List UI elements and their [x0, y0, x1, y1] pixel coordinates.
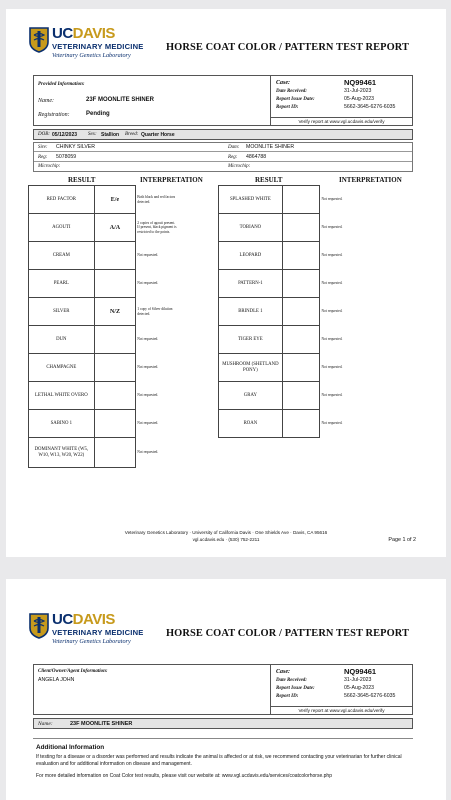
ucdavis-shield-logo: [29, 27, 49, 53]
report-issue-label: Report Issue Date:: [276, 97, 315, 102]
test-interpretation: Not requested.: [137, 393, 159, 398]
test-result: [282, 298, 320, 326]
test-name: CREAM: [29, 242, 95, 270]
parentage-row-3: [34, 162, 412, 171]
footer-address: Veterinary Genetics Laboratory · University of California Davis · One Shields Ave · Davis, CA 95616: [124, 530, 328, 535]
sex-value: Stallion: [101, 132, 120, 138]
test-row: [29, 242, 179, 270]
sire-reg-value: 5078059: [56, 154, 77, 160]
test-interpretation: 2 copies of agouti present. If present, black pigment is restricted to the points.: [137, 220, 177, 234]
parentage-band: [33, 142, 413, 172]
provided-info-left: [34, 76, 271, 125]
additional-info-title: Additional Information: [36, 744, 105, 751]
test-name: AGOUTI: [29, 214, 95, 242]
provided-info-box: [33, 75, 413, 126]
test-row: [29, 410, 179, 438]
breed-label: Breed:: [125, 132, 139, 137]
page-number: Page 1 of 2: [388, 537, 416, 543]
test-interpretation: Not requested.: [321, 309, 343, 314]
report-id-value: 5662-3645-6276-6035: [344, 104, 396, 110]
additional-info-p1: If testing for a disease or a disorder was performed and results indicate the animal is affected or at risk, we recommend contacting your veterinarian for further clinical evaluation and for additional information on disease and management.: [36, 754, 402, 767]
test-interpretation: Not requested.: [321, 225, 343, 230]
test-result: N/Z: [94, 298, 136, 326]
test-name: SABINO 1: [29, 410, 95, 438]
test-row: [29, 382, 179, 410]
breed-value: Quarter Horse: [141, 132, 175, 138]
test-name: SPLASHED WHITE: [219, 186, 283, 214]
registration-label: Registration:: [38, 112, 70, 118]
logo-wordmark: UCDAVIS: [52, 611, 115, 628]
test-interpretation: Not requested.: [137, 450, 159, 455]
test-name: PEARL: [29, 270, 95, 298]
test-interpretation: Not requested.: [137, 253, 159, 258]
test-result: [282, 270, 320, 298]
date-received-value: 31-Jul-2023: [344, 677, 372, 683]
test-interpretation: Both black and red factors detected.: [137, 194, 176, 204]
test-row: [219, 382, 408, 410]
test-interpretation: Not requested.: [321, 365, 343, 370]
test-interpretation: Not requested.: [321, 421, 343, 426]
dam-value: MOONLITE SHINER: [246, 144, 295, 150]
test-row: [219, 214, 408, 242]
dob-bar: [33, 129, 413, 140]
client-value: ANGELA JOHN: [38, 677, 75, 683]
logo-wordmark: UCDAVIS: [52, 25, 115, 42]
test-name: RED FACTOR: [29, 186, 95, 214]
test-row: [29, 186, 179, 214]
dam-reg-label: Reg:: [228, 155, 238, 160]
dob-label: DOB:: [38, 132, 50, 137]
test-name: GRAY: [219, 382, 283, 410]
test-row: [219, 186, 408, 214]
test-interpretation: Not requested.: [321, 197, 343, 202]
test-name: CHAMPAGNE: [29, 354, 95, 382]
test-result: A/A: [94, 214, 136, 242]
divider: [33, 738, 413, 739]
ucdavis-logo-p2: [29, 613, 159, 653]
test-name: LETHAL WHITE OVERO: [29, 382, 95, 410]
date-received-value: 31-Jul-2023: [344, 88, 372, 94]
test-result: [282, 354, 320, 382]
sex-label: Sex:: [88, 132, 97, 137]
client-label: Client/Owner/Agent Information:: [38, 669, 108, 674]
test-result: [94, 438, 136, 468]
test-interpretation: Not requested.: [137, 281, 159, 286]
left-result-header: RESULT: [68, 176, 96, 184]
verify-link[interactable]: Verify report at www.vgl.ucdavis.edu/verify: [271, 706, 412, 714]
right-interp-header: INTERPRETATION: [339, 176, 402, 184]
provided-info-label: Provided Information:: [38, 82, 85, 87]
ucdavis-logo: [29, 27, 159, 67]
test-interpretation: Not requested.: [321, 337, 343, 342]
test-name: DUN: [29, 326, 95, 354]
name-label: Name:: [38, 721, 53, 727]
test-name: BRINDLE 1: [219, 298, 283, 326]
registration-value: Pending: [86, 111, 110, 117]
test-result: [282, 410, 320, 438]
case-label: Case:: [276, 80, 290, 86]
test-interpretation: Not requested.: [321, 253, 343, 258]
test-name: MUSHROOM (SHETLAND PONY): [219, 354, 283, 382]
date-received-label: Date Received:: [276, 678, 307, 683]
test-row: [219, 410, 408, 438]
case-number: NQ99461: [344, 667, 377, 676]
test-result: [94, 270, 136, 298]
test-result: [282, 186, 320, 214]
case-number: NQ99461: [344, 78, 377, 87]
test-row: [219, 354, 408, 382]
test-row: [29, 214, 179, 242]
right-results-table: [218, 185, 408, 438]
report-id-label: Report ID:: [276, 694, 299, 699]
dam-label: Dam:: [228, 145, 240, 150]
report-page-1: [6, 9, 446, 557]
test-result: [94, 354, 136, 382]
report-issue-value: 05-Aug-2023: [344, 685, 374, 691]
date-received-label: Date Received:: [276, 89, 307, 94]
footer-contact: vgl.ucdavis.edu · (530) 752-2211: [192, 537, 260, 542]
ucdavis-shield-logo: [29, 613, 49, 639]
test-name: ROAN: [219, 410, 283, 438]
report-issue-value: 05-Aug-2023: [344, 96, 374, 102]
parentage-row-2: [34, 153, 412, 162]
right-result-header: RESULT: [255, 176, 283, 184]
dam-reg-value: 4864788: [246, 154, 267, 160]
test-name: LEOPARD: [219, 242, 283, 270]
test-name: DOMINANT WHITE (W5, W10, W13, W20, W22): [29, 438, 95, 468]
test-name: PATTERN-1: [219, 270, 283, 298]
sire-value: CHINKY SILVER: [56, 144, 96, 150]
logo-lab: Veterinary Genetics Laboratory: [52, 52, 131, 59]
test-row: [29, 354, 179, 382]
test-row: [219, 270, 408, 298]
test-row: [219, 326, 408, 354]
test-row: [219, 242, 408, 270]
horse-name: 23F MOONLITE SHINER: [70, 721, 133, 727]
test-result: [282, 214, 320, 242]
client-info-left: [34, 665, 271, 714]
test-interpretation: Not requested.: [321, 393, 343, 398]
name-bar: [33, 718, 413, 729]
test-row: [29, 438, 179, 468]
test-row: [29, 270, 179, 298]
test-name: SILVER: [29, 298, 95, 326]
test-result: [94, 242, 136, 270]
additional-info-p2: For more detailed information on Coat Color test results, please visit our website at: www.vgl.ucdavis.edu/services/coatcolorhorse.php: [36, 773, 332, 779]
test-interpretation: Not requested.: [137, 421, 159, 426]
client-info-box: [33, 664, 413, 715]
report-id-label: Report ID:: [276, 105, 299, 110]
test-row: [219, 298, 408, 326]
page1-footer: [6, 529, 446, 543]
report-title: HORSE COAT COLOR / PATTERN TEST REPORT: [166, 42, 410, 53]
case-label: Case:: [276, 669, 290, 675]
left-results-table: [28, 185, 179, 468]
test-result: [94, 382, 136, 410]
dob-value: 05/12/2023: [52, 132, 78, 138]
horse-name: 23F MOONLITE SHINER: [86, 97, 155, 103]
report-id-value: 5662-3645-6276-6035: [344, 693, 396, 699]
name-label: Name:: [38, 98, 54, 104]
parentage-row-1: [34, 143, 412, 152]
logo-vetmed: VETERINARY MEDICINE: [52, 42, 144, 51]
report-issue-label: Report Issue Date:: [276, 686, 315, 691]
test-interpretation: 1 copy of Silver dilution detected.: [137, 306, 173, 316]
test-result: [94, 410, 136, 438]
test-name: TIGER EYE: [219, 326, 283, 354]
test-result: [282, 382, 320, 410]
test-interpretation: Not requested.: [321, 281, 343, 286]
test-interpretation: Not requested.: [137, 365, 159, 370]
logo-vetmed: VETERINARY MEDICINE: [52, 628, 144, 637]
sire-microchip-label: Microchip:: [38, 164, 61, 169]
test-result: E/e: [94, 186, 136, 214]
logo-lab: Veterinary Genetics Laboratory: [52, 638, 131, 645]
test-result: [282, 326, 320, 354]
report-title-p2: HORSE COAT COLOR / PATTERN TEST REPORT: [166, 628, 410, 639]
test-result: [282, 242, 320, 270]
test-name: TOBIANO: [219, 214, 283, 242]
sire-label: Sire:: [38, 145, 48, 150]
verify-link[interactable]: Verify report at www.vgl.ucdavis.edu/verify: [271, 117, 412, 125]
left-interp-header: INTERPRETATION: [140, 176, 203, 184]
test-result: [94, 326, 136, 354]
report-page-2: [6, 579, 446, 800]
test-interpretation: Not requested.: [137, 337, 159, 342]
sire-reg-label: Reg:: [38, 155, 48, 160]
test-row: [29, 326, 179, 354]
test-row: [29, 298, 179, 326]
dam-microchip-label: Microchip:: [228, 164, 251, 169]
